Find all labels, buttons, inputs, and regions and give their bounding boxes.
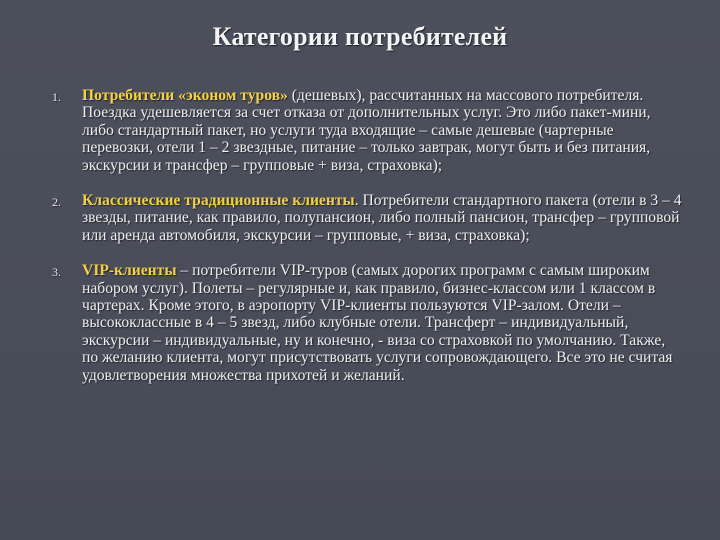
list-item-key-term: Классические традиционные клиенты: [82, 192, 355, 210]
list-item-key-term: VIP-клиенты: [82, 262, 177, 280]
list-item-key-term: Потребители «эконом туров»: [82, 87, 288, 104]
list-item-text: . Потребители стандартного пакета (отели в 3 – 4 звезды, питание, как правило, полупансион, либо полный пансион, трансфер – групповой или аренда автомобиля, экскурсии – групповые, + виза, страховка);: [82, 192, 682, 244]
list-item-number: 1.: [52, 90, 61, 104]
list-item: [52, 192, 682, 244]
list-item-number: 3.: [52, 265, 61, 280]
list-item-text: – потребители VIP-туров (самых дорогих программ с самым широким набором услуг). Полеты – регулярные и, как правило, бизнес-классом или 1 классом в чартерах. Кроме этого, в аэропорту VIP-клиенты пользуются VIP-залом. Отели – высококлассные в 4 – 5 звезд, либо клубные отели. Трансферт – индивидуальный, экскурсии – индивидуальные, ну и конечно, - виза со страховкой по умолчанию. Также, по желанию клиента, могут присутствовать услуги сопровождающего. Все это не считая удовлетворения множества прихотей и желаний.: [82, 262, 673, 384]
list-item-number: 2.: [52, 195, 61, 210]
slide-title: Категории потребителей: [212, 22, 508, 51]
list-item: [52, 262, 682, 384]
list-item: [52, 87, 682, 174]
list-item-text: (дешевых), рассчитанных на массового потребителя. Поездка удешевляется за счет отказа от дополнительных услуг. Это либо пакет-мини, либо стандартный пакет, но услуги туда входящие – самые дешевые (чартерные перевозки, отели 1 – 2 звездные, питание – только завтрак, могут быть и без питания, экскурсии и трансфер – групповые + виза, страховка);: [82, 87, 651, 174]
category-list: [52, 87, 682, 384]
